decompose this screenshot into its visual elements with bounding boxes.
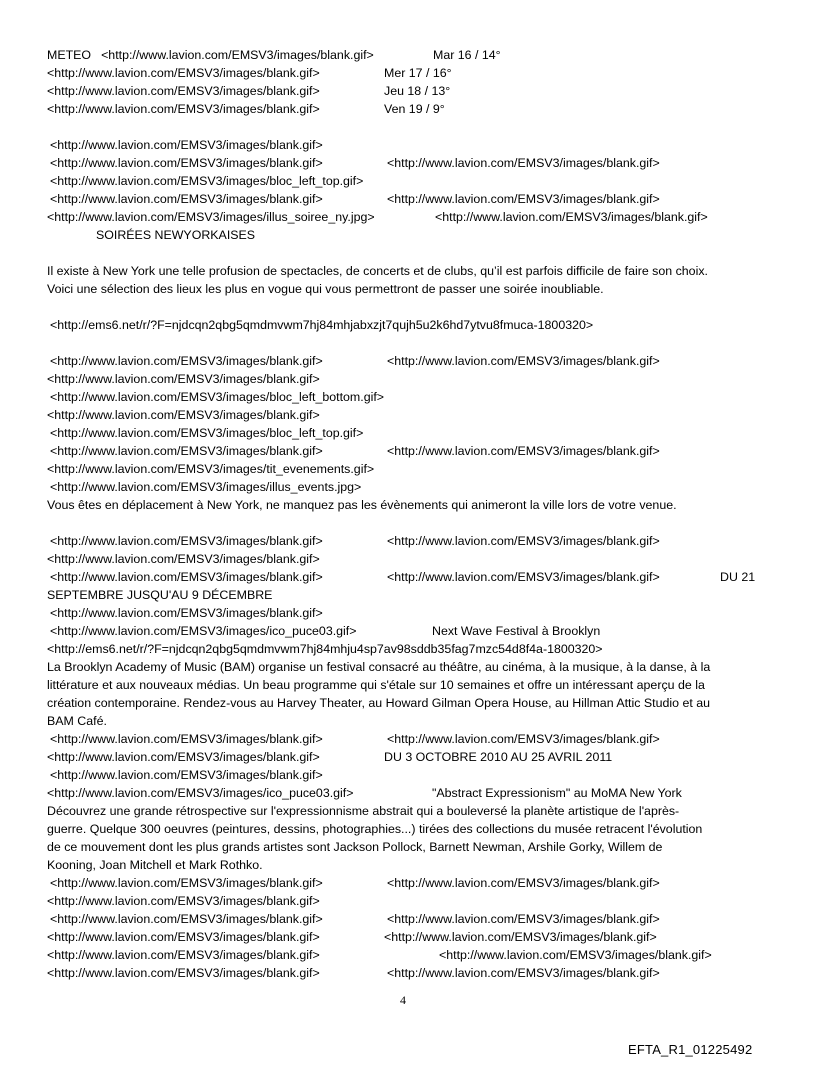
image-link[interactable]: <http://www.lavion.com/EMSV3/images/blank.gif> [387,354,660,368]
paragraph-line: Voici une sélection des lieux les plus en vogue qui vous permettront de passer une soirée inoubliable. [47,282,604,296]
image-link[interactable]: <http://www.lavion.com/EMSV3/images/blank.gif> [50,138,323,152]
text-line [47,47,374,63]
paragraph-line: Découvrez une grande rétrospective sur l'expressionnisme abstrait qui a bouleversé la planète artistique de l'après- [47,804,680,818]
image-link[interactable]: <http://www.lavion.com/EMSV3/images/tit_evenements.gif> [47,462,375,476]
image-link[interactable]: <http://www.lavion.com/EMSV3/images/blank.gif> [439,948,712,962]
image-link[interactable]: <http://www.lavion.com/EMSV3/images/blank.gif> [101,48,374,62]
image-link[interactable]: <http://www.lavion.com/EMSV3/images/blank.gif> [47,948,320,962]
weather-forecast: Jeu 18 / 13° [384,84,451,98]
paragraph-line: de ce mouvement dont les plus grands artistes sont Jackson Pollock, Barnett Newman, Arshile Gorky, Willem de [47,840,663,854]
image-link[interactable]: <http://www.lavion.com/EMSV3/images/blank.gif> [50,156,323,170]
image-link[interactable]: <http://www.lavion.com/EMSV3/images/blank.gif> [435,210,708,224]
image-link[interactable]: <http://www.lavion.com/EMSV3/images/blank.gif> [387,192,660,206]
image-link[interactable]: <http://www.lavion.com/EMSV3/images/blank.gif> [50,732,323,746]
image-link[interactable]: <http://www.lavion.com/EMSV3/images/blank.gif> [47,408,320,422]
event-title: Next Wave Festival à Brooklyn [432,624,601,638]
image-link[interactable]: <http://www.lavion.com/EMSV3/images/blank.gif> [50,876,323,890]
bates-number: EFTA_R1_01225492 [628,1042,753,1057]
image-link[interactable]: <http://www.lavion.com/EMSV3/images/illus_events.jpg> [50,480,362,494]
image-link[interactable]: <http://www.lavion.com/EMSV3/images/blank.gif> [387,534,660,548]
paragraph-line: guerre. Quelque 300 oeuvres (peintures, dessins, photographies...) tirées des collections du musée retracent l'évolution [47,822,703,836]
paragraph-line: Kooning, Joan Mitchell et Mark Rothko. [47,858,263,872]
image-link[interactable]: <http://www.lavion.com/EMSV3/images/blank.gif> [47,84,320,98]
page-number: 4 [400,993,406,1007]
event-date: SEPTEMBRE JUSQU'AU 9 DÉCEMBRE [47,588,273,602]
bullet-icon-link[interactable]: <http://www.lavion.com/EMSV3/images/ico_puce03.gif> [47,786,354,800]
image-link[interactable]: <http://www.lavion.com/EMSV3/images/blank.gif> [387,570,660,584]
image-link[interactable]: <http://www.lavion.com/EMSV3/images/blank.gif> [50,354,323,368]
image-link[interactable]: <http://www.lavion.com/EMSV3/images/blank.gif> [47,930,320,944]
tracking-link[interactable]: <http://ems6.net/r/?F=njdcqn2qbg5qmdmvwm7hj84mhjabxzjt7qujh5u2k6hd7ytvu8fmuca-1800320> [50,318,594,332]
image-link[interactable]: <http://www.lavion.com/EMSV3/images/blank.gif> [47,552,320,566]
image-link[interactable]: <http://www.lavion.com/EMSV3/images/blank.gif> [47,372,320,386]
image-link[interactable]: <http://www.lavion.com/EMSV3/images/blank.gif> [47,102,320,116]
image-link[interactable]: <http://www.lavion.com/EMSV3/images/blank.gif> [387,912,660,926]
tracking-link[interactable]: <http://ems6.net/r/?F=njdcqn2qbg5qmdmvwm7hj84mhju4sp7av98sddb35fag7mzc54d8f4a-1800320> [47,642,603,656]
image-link[interactable]: <http://www.lavion.com/EMSV3/images/blank.gif> [50,570,323,584]
image-link[interactable]: <http://www.lavion.com/EMSV3/images/blank.gif> [387,966,660,980]
event-date: DU 3 OCTOBRE 2010 AU 25 AVRIL 2011 [384,750,613,764]
image-link[interactable]: <http://www.lavion.com/EMSV3/images/blank.gif> [50,606,323,620]
image-link[interactable]: <http://www.lavion.com/EMSV3/images/blank.gif> [47,966,320,980]
image-link[interactable]: <http://www.lavion.com/EMSV3/images/bloc_left_bottom.gif> [50,390,385,404]
paragraph-line: Vous êtes en déplacement à New York, ne manquez pas les évènements qui animeront la ville lors de votre venue. [47,498,677,512]
image-link[interactable]: <http://www.lavion.com/EMSV3/images/blank.gif> [387,876,660,890]
image-link[interactable]: <http://www.lavion.com/EMSV3/images/blank.gif> [50,444,323,458]
image-link[interactable]: <http://www.lavion.com/EMSV3/images/illus_soiree_ny.jpg> [47,210,375,224]
image-link[interactable]: <http://www.lavion.com/EMSV3/images/blank.gif> [50,768,323,782]
paragraph-line: La Brooklyn Academy of Music (BAM) organise un festival consacré au théâtre, au cinéma, à la musique, à la danse, à la [47,660,711,674]
weather-forecast: Mer 17 / 16° [384,66,452,80]
paragraph-line: Il existe à New York une telle profusion de spectacles, de concerts et de clubs, qu’il est parfois difficile de faire son choix. [47,264,708,278]
image-link[interactable]: <http://www.lavion.com/EMSV3/images/blank.gif> [47,750,320,764]
image-link[interactable]: <http://www.lavion.com/EMSV3/images/blank.gif> [387,156,660,170]
event-date: DU 21 [720,570,756,584]
paragraph-line: création contemporaine. Rendez-vous au Harvey Theater, au Howard Gilman Opera House, au Hillman Attic Studio et au [47,696,711,710]
image-link[interactable]: <http://www.lavion.com/EMSV3/images/blank.gif> [47,894,320,908]
paragraph-line: BAM Café. [47,714,107,728]
image-link[interactable]: <http://www.lavion.com/EMSV3/images/blank.gif> [47,66,320,80]
image-link[interactable]: <http://www.lavion.com/EMSV3/images/bloc_left_top.gif> [50,174,364,188]
image-link[interactable]: <http://www.lavion.com/EMSV3/images/bloc_left_top.gif> [50,426,364,440]
image-link[interactable]: <http://www.lavion.com/EMSV3/images/blank.gif> [387,732,660,746]
weather-forecast: Ven 19 / 9° [384,102,445,116]
paragraph-line: littérature et aux nouveaux médias. Un beau programme qui s'étale sur 10 semaines et offre un intéressant aperçu de la [47,678,705,692]
bullet-icon-link[interactable]: <http://www.lavion.com/EMSV3/images/ico_puce03.gif> [50,624,357,638]
image-link[interactable]: <http://www.lavion.com/EMSV3/images/blank.gif> [50,912,323,926]
event-title: "Abstract Expressionism" au MoMA New York [432,786,682,800]
meteo-label: METEO [47,48,92,62]
image-link[interactable]: <http://www.lavion.com/EMSV3/images/blank.gif> [384,930,657,944]
weather-forecast: Mar 16 / 14° [433,48,501,62]
image-link[interactable]: <http://www.lavion.com/EMSV3/images/blank.gif> [387,444,660,458]
image-link[interactable]: <http://www.lavion.com/EMSV3/images/blank.gif> [50,192,323,206]
image-link[interactable]: <http://www.lavion.com/EMSV3/images/blank.gif> [50,534,323,548]
section-heading: SOIRÉES NEWYORKAISES [96,228,256,242]
